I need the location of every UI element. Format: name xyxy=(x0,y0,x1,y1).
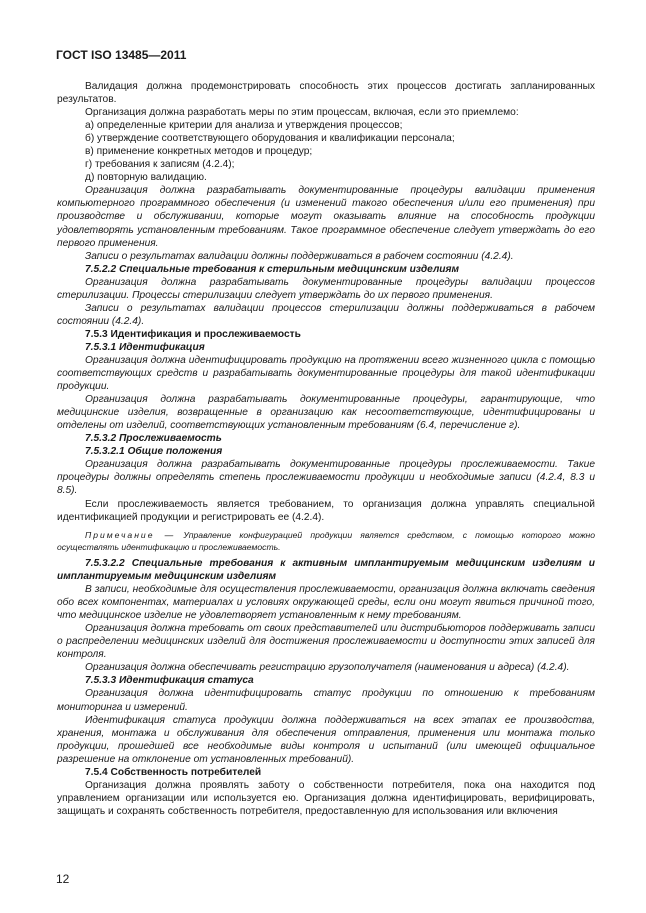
list-item: г) требования к записям (4.2.4); xyxy=(85,159,235,171)
paragraph: Организация должна разрабатывать документированные процедуры, гарантирующие, что медицинские изделия, возвращенные в организацию как несоответствующие, идентифицированы и отделены от изделий, соответствующих установленным требованиям (6.4, перечисление г). xyxy=(57,394,595,432)
paragraph: Записи о результатах валидации должны поддерживаться в рабочем состоянии (4.2.4). xyxy=(85,250,514,262)
paragraph: Организация должна разрабатывать документированные процедуры прослеживаемости. Такие процедуры должны определять степень прослеживаемости продукции и необходимые записи (4.2.4, 8.3 и 8.5). xyxy=(57,459,595,497)
paragraph: Если прослеживаемость является требованием, то организация должна управлять специальной идентификацией продукции и регистрировать ее (4.2.4). xyxy=(57,498,595,523)
paragraph: Организация должна разработать меры по этим процессам, включая, если это приемлемо: xyxy=(85,107,519,119)
paragraph: Валидация должна продемонстрировать способность этих процессов достигать запланированных результатов. xyxy=(57,81,595,106)
paragraph: Организация должна разрабатывать документированные процедуры валидации процессов стерилизации. Процессы стерилизации следует утверждать до их первого применения. xyxy=(57,276,595,301)
page-number: 12 xyxy=(56,872,70,886)
paragraph: В записи, необходимые для осуществления прослеживаемости, организация должна включать сведения обо всех компонентах, материалах и условиях окружающей среды, если они могут явиться причиной того, что медицинское изделие не удовлетворяет установленным к нему требованиям. xyxy=(57,584,595,622)
section-heading: 7.5.3.2 Прослеживаемость xyxy=(85,433,222,445)
paragraph: Организация должна проявлять заботу о собственности потребителя, пока она находится под управлением организации или используется ею. Организация должна идентифицировать, верифицировать, защищать и сохранять собственность потребителя, предоставленную для использования или включения xyxy=(57,779,595,817)
section-heading: 7.5.2.2 Специальные требования к стерильным медицинским изделиям xyxy=(85,263,460,275)
page-body xyxy=(57,80,595,818)
note-text: Управление конфигурацией продукции является средством, с помощью которого можно осуществлять идентификацию и прослеживаемость. xyxy=(57,529,595,552)
section-heading: 7.5.3.2.2 Специальные требования к активным имплантируемым медицинским изделиям и имплантируемым медицинским изделиям xyxy=(57,558,595,583)
section-heading: 7.5.3.1 Идентификация xyxy=(85,341,205,353)
section-heading: 7.5.3.3 Идентификация статуса xyxy=(85,675,254,687)
document-header: ГОСТ ISO 13485—2011 xyxy=(56,48,187,62)
paragraph: Организация должна идентифицировать статус продукции по отношению к требованиям мониторинга и измерений. xyxy=(57,688,595,713)
section-heading: 7.5.3 Идентификация и прослеживаемость xyxy=(85,328,301,340)
note xyxy=(57,529,595,553)
section-heading: 7.5.3.2.1 Общие положения xyxy=(85,446,223,458)
paragraph: Организация должна разрабатывать документированные процедуры валидации применения компьютерного программного обеспечения (и изменений такого обеспечения и/или его применения) при производстве и обслуживании, которые могут оказывать влияние на способность продукции удовлетворять установленным требованиям. Такое программное обеспечение следует утверждать до его первого применения. xyxy=(57,185,595,249)
paragraph: Организация должна требовать от своих представителей или дистрибьюторов поддерживать записи о распределении медицинских изделий для достижения прослеживаемости и доступности этих записей для контроля. xyxy=(57,623,595,661)
list-item: д) повторную валидацию. xyxy=(85,172,207,184)
note-label: Примечание — xyxy=(85,529,176,540)
section-heading: 7.5.4 Собственность потребителей xyxy=(85,766,262,778)
paragraph: Идентификация статуса продукции должна поддерживаться на всех этапах ее производства, хранения, монтажа и обслуживания для обеспечения отправления, применения или монтажа только продукции, прошедшей все необходимые виды контроля и испытаний (или имеющей официальное разрешение на отклонение от установленных требований). xyxy=(57,714,595,765)
paragraph: Организация должна обеспечивать регистрацию грузополучателя (наименования и адреса) (4.2.4). xyxy=(85,662,570,674)
paragraph: Записи о результатах валидации процессов стерилизации должны поддерживаться в рабочем состоянии (4.2.4). xyxy=(57,302,595,327)
list-item: в) применение конкретных методов и процедур; xyxy=(85,146,313,158)
paragraph: Организация должна идентифицировать продукцию на протяжении всего жизненного цикла с помощью соответствующих средств и разрабатывать документированные процедуры для такой идентификации продукции. xyxy=(57,354,595,393)
list-item: а) определенные критерии для анализа и утверждения процессов; xyxy=(85,120,403,132)
list-item: б) утверждение соответствующего оборудования и квалификации персонала; xyxy=(85,133,455,145)
